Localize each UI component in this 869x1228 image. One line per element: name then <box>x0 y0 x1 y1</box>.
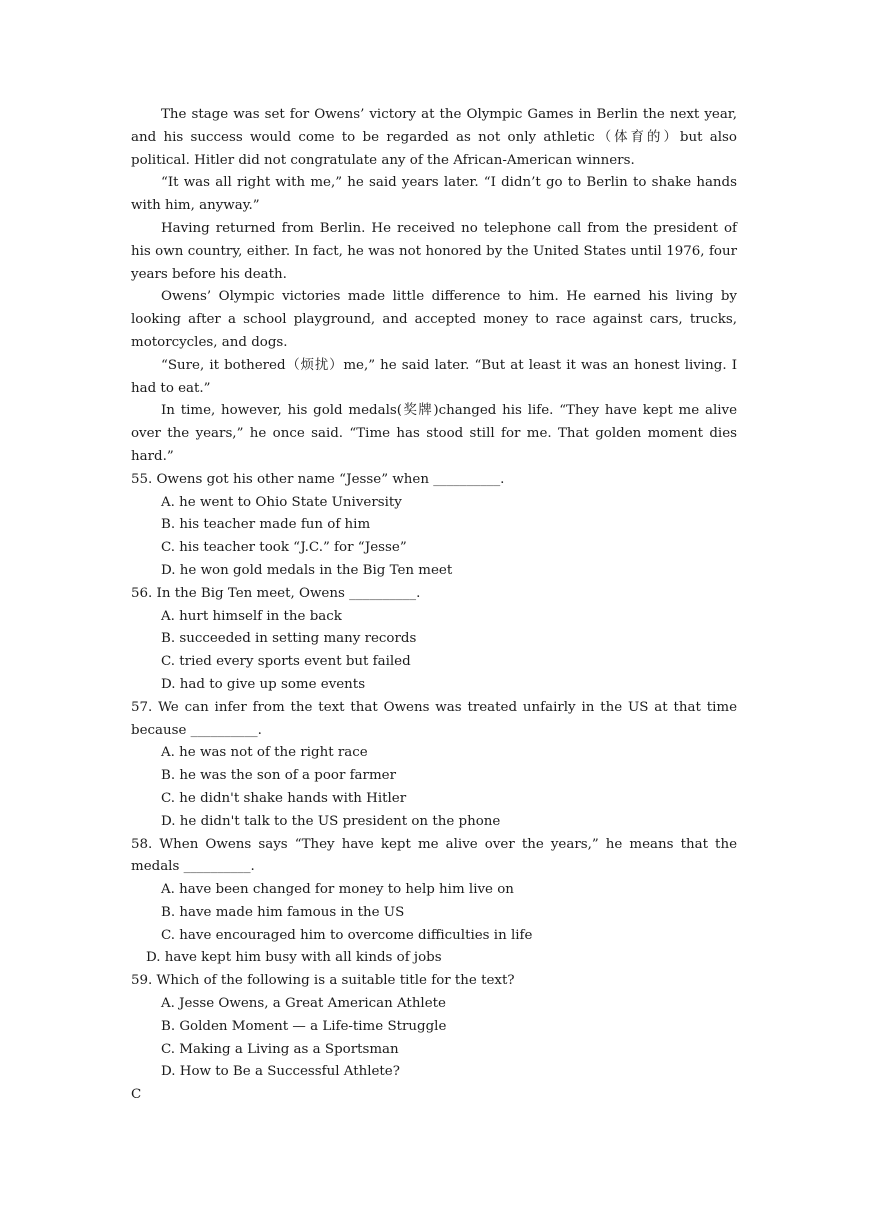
answer-option: D. he won gold medals in the Big Ten meet <box>161 562 453 578</box>
answer-option: A. he went to Ohio State University <box>161 494 402 510</box>
answer-option: A. have been changed for money to help him live on <box>161 882 514 898</box>
answer-option: C. his teacher took “J.C.” for “Jesse” <box>161 540 407 556</box>
answer-option: D. had to give up some events <box>161 676 366 692</box>
passage-paragraph: Having returned from Berlin. He received no telephone call from the president of his own country, either. In fact, he was not honored by the United States until 1976, four years before his death. <box>131 220 737 282</box>
answer-option: B. his teacher made fun of him <box>161 517 371 533</box>
answer-option: C. tried every sports event but failed <box>161 654 411 670</box>
answer-option: A. he was not of the right race <box>161 745 368 761</box>
answer-option: B. succeeded in setting many records <box>161 631 417 647</box>
question-57 <box>131 697 737 834</box>
question-55 <box>131 469 737 583</box>
answer-option: A. hurt himself in the back <box>161 608 342 624</box>
answer-option: C. Making a Living as a Sportsman <box>161 1041 399 1057</box>
answer-option: B. he was the son of a poor farmer <box>161 768 396 784</box>
passage-paragraph: The stage was set for Owens’ victory at the Olympic Games in Berlin the next year, and his success would come to be regarded as not only athletic（体育的）but also political. Hitler did not congratulate any of the African-American winners. <box>131 107 737 168</box>
answer-option: D. he didn't talk to the US president on the phone <box>161 813 501 829</box>
passage-paragraph: “It was all right with me,” he said years later. “I didn’t go to Berlin to shake hands with him, anyway.” <box>131 175 737 214</box>
question-stem: 59. Which of the following is a suitable title for the text? <box>131 973 515 989</box>
answer-option: B. Golden Moment — a Life-time Struggle <box>161 1018 447 1034</box>
question-58 <box>131 834 737 971</box>
answer-key: C <box>131 1087 142 1103</box>
question-stem: 58. When Owens says “They have kept me alive over the years,” he means that the medals __________. <box>131 836 737 875</box>
passage-paragraph: In time, however, his gold medals(奖牌)changed his life. “They have kept me alive over the years,” he once said. “Time has stood still for me. That golden moment dies hard.” <box>131 403 737 464</box>
answer-option: A. Jesse Owens, a Great American Athlete <box>161 996 446 1012</box>
question-59 <box>131 970 737 1084</box>
question-stem: 55. Owens got his other name “Jesse” when __________. <box>131 471 505 487</box>
answer-option: D. have kept him busy with all kinds of jobs <box>146 950 442 966</box>
answer-option: B. have made him famous in the US <box>161 904 405 920</box>
passage-paragraph: Owens’ Olympic victories made little difference to him. He earned his living by looking after a school playground, and accepted money to race against cars, trucks, motorcycles, and dogs. <box>131 289 737 350</box>
answer-option: D. How to Be a Successful Athlete? <box>161 1064 400 1080</box>
question-stem: 56. In the Big Ten meet, Owens __________. <box>131 585 421 601</box>
passage-paragraph: “Sure, it bothered（烦扰）me,” he said later. “But at least it was an honest living. I had to eat.” <box>131 357 737 396</box>
passage <box>131 104 737 469</box>
answer-option: C. have encouraged him to overcome difficulties in life <box>161 927 533 943</box>
question-stem: 57. We can infer from the text that Owens was treated unfairly in the US at that time because __________. <box>131 699 737 738</box>
document-page <box>131 104 737 1107</box>
answer-option: C. he didn't shake hands with Hitler <box>161 790 407 806</box>
question-56 <box>131 583 737 697</box>
